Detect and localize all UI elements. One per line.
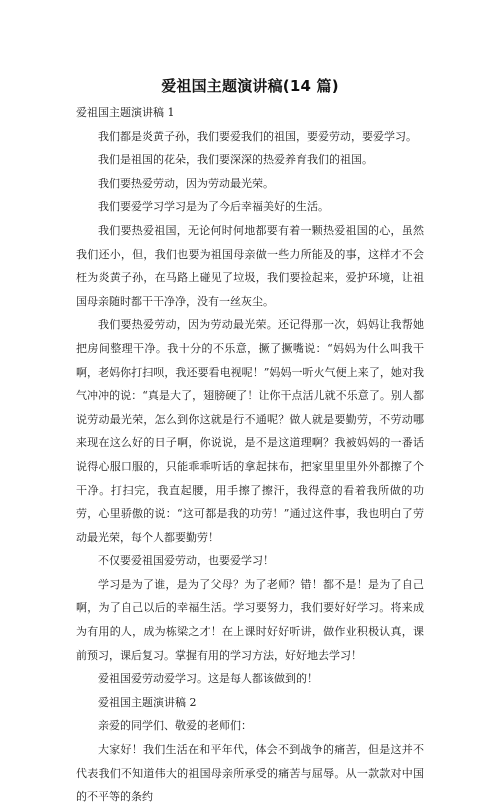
paragraph: 亲爱的同学们、敬爱的老师们：: [98, 719, 252, 733]
paragraph: 爱祖国爱劳动爱学习。这是每人都该做到的！: [98, 672, 318, 686]
paragraph: 不仅要爱祖国爱劳动，也要爱学习！: [98, 554, 274, 568]
paragraph: 爱祖国主题演讲稿 2: [98, 695, 197, 709]
paragraph: 我们是祖国的花朵，我们要深深的热爱养育我们的祖国。: [98, 153, 373, 167]
paragraph: 大家好！我们生活在和平年代，体会不到战争的痛苦，但是这并不代表我们不知道伟大的祖国母亲所承受的痛苦与屈辱。从一款款对中国的不平等的条约: [76, 743, 424, 804]
paragraph: 学习是为了谁，是为了父母？为了老师？错！都不是！是为了自己啊，为了自己以后的幸福生活。学习要努力，我们要好好学习。将来成为有用的人，成为栋梁之才！在上课时好好听讲，做作业积极认真，课前预习，课后复习。掌握有用的学习方法，好好地去学习！: [76, 577, 424, 662]
document-title: 爱祖国主题演讲稿(14 篇): [161, 77, 339, 95]
paragraph: 我们都是炎黄子孙，我们要爱我们的祖国，要爱劳动，要爱学习。: [98, 129, 417, 143]
paragraph: 我们要热爱祖国，无论何时何地都要有着一颗热爱祖国的心，虽然我们还小，但，我们也要为祖国母亲做一些力所能及的事，这样才不会枉为炎黄子孙，在马路上碰见了垃圾，我们要捡起来，爱护环境，让祖国母亲随时都干干净净，没有一丝灰尘。: [76, 223, 424, 308]
paragraph: 我们要爱学习学习是为了今后幸福美好的生活。: [98, 200, 329, 214]
document-body: [76, 101, 424, 809]
section-heading: 爱祖国主题演讲稿 1: [76, 106, 175, 119]
paragraph: 我们要热爱劳动，因为劳动最光荣。: [98, 176, 274, 190]
paragraph: 我们要热爱劳动，因为劳动最光荣。还记得那一次，妈妈让我帮她把房间整理干净。我十分的不乐意，撅了撅嘴说：“妈妈为什么叫我干啊，老妈你打扫呗，我还要看电视呢！”妈妈一听火气便上来了，她对我气冲冲的说：“真是大了，翅膀硬了！让你干点活儿就不乐意了。别人都说劳动最光荣，怎么到你这就是行不通呢？做人就是要勤劳，不劳动哪来现在这么好的日子啊，你说说，是不是这道理啊？我被妈妈的一番话说得心服口服的，只能乖乖听话的拿起抹布，把家里里里外外都擦了个干净。打扫完，我直起腰，用手擦了擦汗，我得意的看着我所做的功劳，心里骄傲的说：“这可都是我的功劳！”通过这件事，我也明白了劳动最光荣，每个人都要勤劳！: [76, 318, 424, 544]
